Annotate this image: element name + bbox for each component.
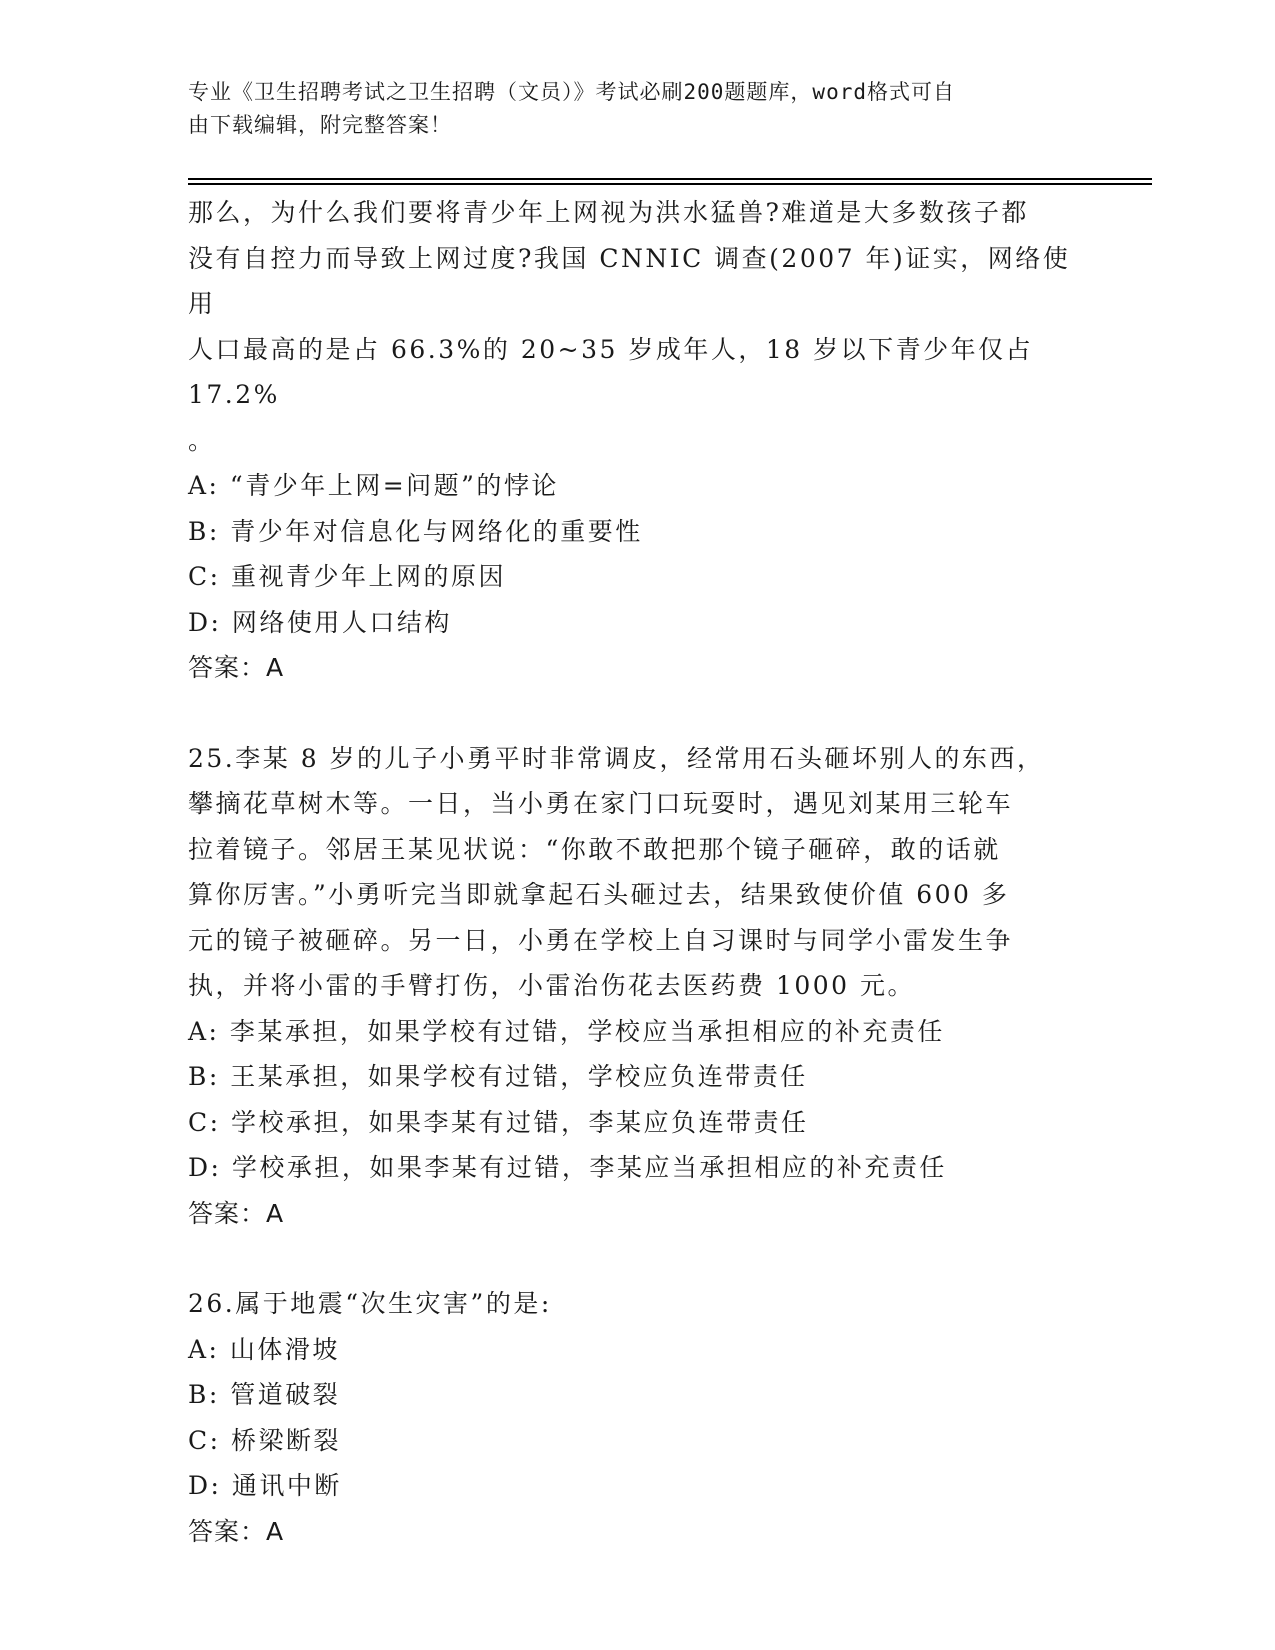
- document-header: [188, 76, 1068, 142]
- question-26-answer: 答案：A: [188, 1516, 285, 1546]
- header-rule-top: [188, 178, 1152, 180]
- question-24-stem-line-1: 那么，为什么我们要将青少年上网视为洪水猛兽?难道是大多数孩子都: [188, 198, 1029, 227]
- question-25-stem-line-5: 元的镜子被砸碎。另一日，小勇在学校上自习课时与同学小雷发生争: [188, 925, 1014, 955]
- question-26-stem-line-1: 26.属于地震“次生灾害”的是:: [188, 1289, 552, 1318]
- question-content: [188, 190, 1088, 1554]
- question-24-stem-line-2: 没有自控力而导致上网过度?我国 CNNIC 调查(2007 年)证实，网络使用: [188, 243, 1071, 318]
- question-25: [188, 736, 1088, 1237]
- question-25-stem-line-2: 攀摘花草树木等。一日，当小勇在家门口玩耍时，遇见刘某用三轮车: [188, 789, 1014, 818]
- question-26-option-b: B: 管道破裂: [188, 1380, 341, 1409]
- question-24-option-a: A: “青少年上网=问题”的悖论: [188, 471, 559, 500]
- question-25-stem-line-1: 25.李某 8 岁的儿子小勇平时非常调皮，经常用石头砸坏别人的东西，: [188, 743, 1045, 773]
- question-25-stem-line-3: 拉着镜子。邻居王某见状说：“你敢不敢把那个镜子砸碎，敢的话就: [188, 834, 1001, 864]
- question-24-option-c: C: 重视青少年上网的原因: [188, 562, 506, 591]
- question-25-stem-line-6: 执，并将小雷的手臂打伤，小雷治伤花去医药费 1000 元。: [188, 971, 916, 1000]
- header-rule-bottom: [188, 183, 1152, 185]
- question-26: [188, 1281, 1088, 1554]
- spacer: [188, 691, 1088, 736]
- question-24-option-d: D: 网络使用人口结构: [188, 607, 452, 637]
- header-line-1: 专业《卫生招聘考试之卫生招聘（文员）》考试必刷200题题库，word格式可自: [188, 80, 955, 104]
- question-25-option-a: A: 李某承担，如果学校有过错，学校应当承担相应的补充责任: [188, 1016, 945, 1046]
- question-25-option-d: D: 学校承担，如果李某有过错，李某应当承担相应的补充责任: [188, 1153, 947, 1182]
- question-24-option-b: B: 青少年对信息化与网络化的重要性: [188, 516, 643, 546]
- question-24: [188, 190, 1088, 691]
- question-24-stem-line-4: 。: [188, 425, 216, 455]
- question-25-option-b: B: 王某承担，如果学校有过错，学校应负连带责任: [188, 1062, 808, 1091]
- question-25-option-c: C: 学校承担，如果李某有过错，李某应负连带责任: [188, 1107, 809, 1137]
- question-26-option-c: C: 桥梁断裂: [188, 1425, 341, 1455]
- question-26-option-d: D: 通讯中断: [188, 1471, 342, 1500]
- question-26-option-a: A: 山体滑坡: [188, 1334, 340, 1364]
- question-25-answer: 答案：A: [188, 1198, 285, 1228]
- question-25-stem-line-4: 算你厉害。”小勇听完当即就拿起石头砸过去，结果致使价值 600 多: [188, 880, 1010, 909]
- header-line-2: 由下载编辑，附完整答案！: [188, 113, 452, 137]
- question-24-stem-line-3: 人口最高的是占 66.3%的 20~35 岁成年人，18 岁以下青少年仅占 17.2%: [188, 334, 1034, 409]
- question-24-answer: 答案：A: [188, 653, 285, 682]
- spacer: [188, 1236, 1088, 1281]
